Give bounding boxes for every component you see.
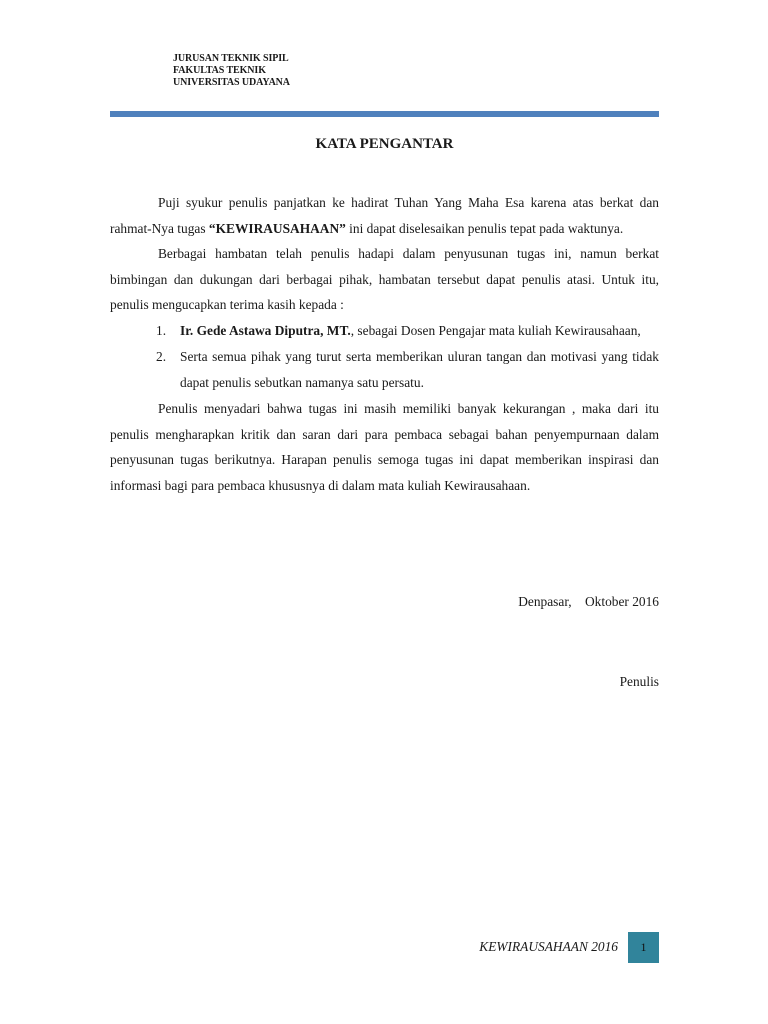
header-department: JURUSAN TEKNIK SIPIL — [173, 53, 289, 64]
list-item-text: , sebagai Dosen Pengajar mata kuliah Kewirausahaan, — [350, 322, 641, 338]
list-item-number: 2. — [156, 349, 167, 364]
page-number: 1 — [628, 932, 659, 963]
list-item — [110, 344, 659, 395]
signer: Penulis — [619, 674, 659, 689]
paragraph-1-bold: “KEWIRAUSAHAAN” — [208, 220, 346, 236]
paragraph-3: Penulis menyadari bahwa tugas ini masih memiliki banyak kekurangan , maka dari itu penulis mengharapkan kritik dan saran dari para pembaca sebagai bahan penyempurnaan dalam penyusunan tugas berikutnya. Harapan penulis semoga tugas ini dapat memberikan inspirasi dan informasi bagi para pembaca khususnya di dalam mata kuliah Kewirausahaan. — [110, 401, 659, 493]
header-university: UNIVERSITAS UDAYANA — [173, 77, 290, 88]
place-date: Denpasar, Oktober 2016 — [518, 594, 659, 609]
list-item-text: Serta semua pihak yang turut serta memberikan uluran tangan dan motivasi yang tidak dapat penulis sebutkan namanya satu persatu. — [180, 349, 659, 390]
list-item-bold: Ir. Gede Astawa Diputra, MT. — [180, 322, 351, 338]
paragraph-1 — [110, 190, 659, 241]
paragraph-2: Berbagai hambatan telah penulis hadapi dalam penyusunan tugas ini, namun berkat bimbingan dan dukungan dari berbagai pihak, hambatan tersebut dapat penulis atasi. Untuk itu, penulis mengucapkan terima kasih kepada : — [110, 246, 659, 312]
list-item-number: 1. — [156, 322, 167, 338]
thanks-list — [110, 318, 659, 396]
footer-title: KEWIRAUSAHAAN 2016 — [479, 939, 618, 954]
paragraph-1-text-a: Puji syukur penulis panjatkan ke hadirat Tuhan Yang Maha Esa karena atas berkat dan rahmat-Nya tugas — [110, 195, 659, 236]
list-item — [110, 318, 659, 344]
header-faculty: FAKULTAS TEKNIK — [173, 65, 266, 76]
document-header — [173, 53, 290, 89]
page-title: KATA PENGANTAR — [315, 136, 454, 152]
document-body — [110, 190, 659, 498]
paragraph-1-text-b: ini dapat diselesaikan penulis tepat pada waktunya. — [345, 220, 624, 236]
header-divider — [110, 111, 659, 117]
